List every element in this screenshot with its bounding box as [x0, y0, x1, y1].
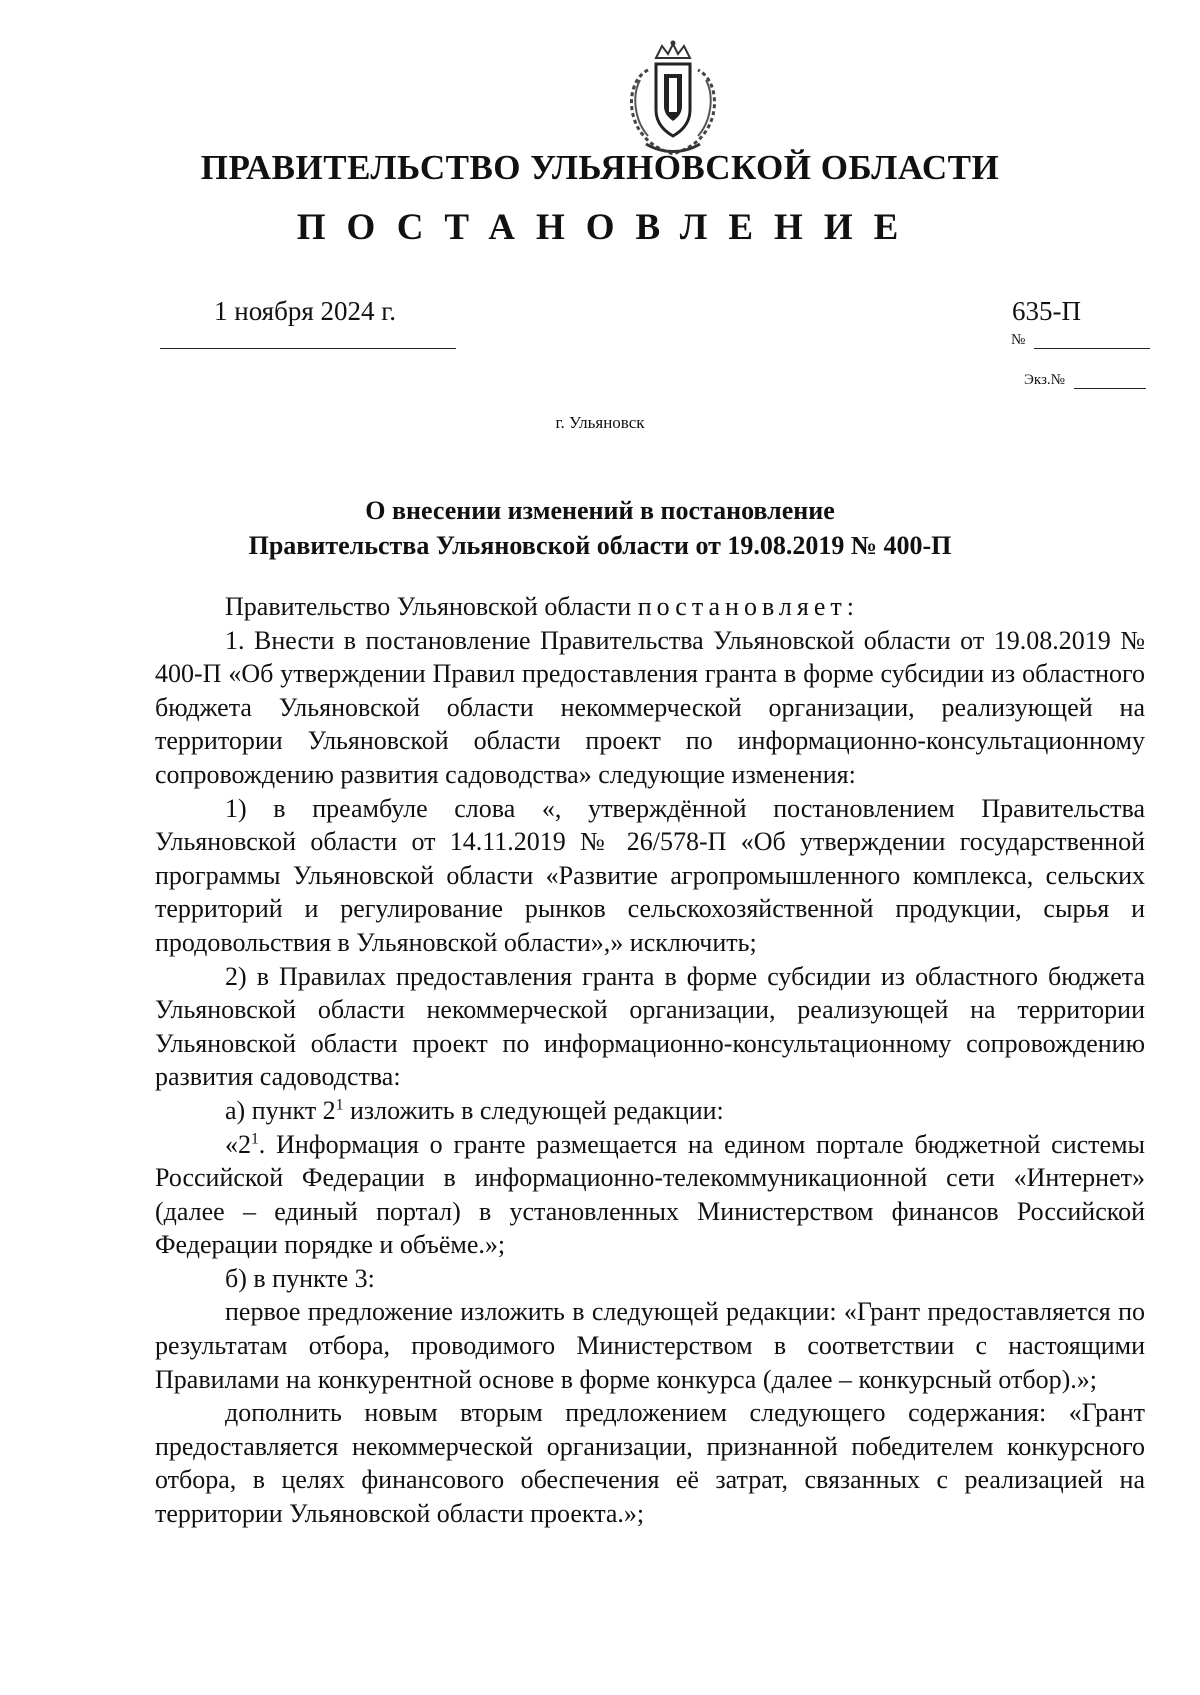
quote-after: . Информация о гранте размещается на едином портале бюджетной системы Российской Федерации в информационно-телекоммуникационной сети «Интернет» (далее – единый портал) в установленных Министерством финансов Российской Федерации порядке и объёме.»; — [155, 1129, 1145, 1260]
paragraph-1-2: 2) в Правилах предоставления гранта в форме субсидии из областного бюджета Ульяновской области некоммерческой организации, реализующей на территории Ульяновской области проект по информационно-консультационному сопровождению развития садоводства: — [155, 961, 1145, 1092]
coat-of-arms-emblem — [618, 40, 728, 160]
paragraph-a — [155, 1094, 1145, 1128]
quote-before: «2 — [225, 1129, 251, 1159]
paragraph-second-sentence: дополнить новым вторым предложением следующего содержания: «Грант предоставляется некоммерческой организации, признанной победителем конкурсного отбора, в целях финансового обеспечения её затрат, связанных с реализацией на территории Ульяновской области проекта.»; — [155, 1398, 1145, 1529]
paragraph-a-sup: 1 — [335, 1096, 344, 1114]
paragraph-a-after: изложить в следующей редакции: — [343, 1095, 724, 1125]
paragraph-1: 1. Внести в постановление Правительства Ульяновской области от 19.08.2019 № 400-П «Об утверждении Правил предоставления гранта в форме субсидии из областного бюджета Ульяновской области некоммерческой организации, реализующей на территории Ульяновской области проект по информационно-консультационному сопровождению развития садоводства» следующие изменения: — [155, 625, 1145, 789]
date-underline — [160, 348, 456, 349]
document-type: ПОСТАНОВЛЕНИЕ — [296, 207, 920, 248]
city-name: г. Ульяновск — [555, 413, 645, 432]
subject-line-1: О внесении изменений в постановление — [365, 496, 835, 525]
paragraph-a-before: а) пункт 2 — [225, 1095, 336, 1125]
paragraph-b: б) в пункте 3: — [225, 1263, 375, 1293]
intro-paragraph — [155, 590, 1145, 624]
copy-number-underline — [1074, 388, 1146, 389]
quote-sup: 1 — [251, 1129, 259, 1147]
paragraph-1-1: 1) в преамбуле слова «, утверждённой постановлением Правительства Ульяновской области от 14.11.2019 № 26/578-П «Об утверждении государственной программы Ульяновской области «Развитие агропромышленного комплекса, сельских территорий и регулирование рынков сельскохозяйственной продукции, сырья и продовольствия в Ульяновской области»,» исключить; — [155, 793, 1145, 957]
intro-verb: постановляет: — [637, 592, 859, 621]
copy-number-prefix: Экз.№ — [1024, 372, 1065, 388]
document-subject — [0, 493, 1200, 563]
paragraph-first-sentence: первое предложение изложить в следующей редакции: «Грант предоставляется по результатам отбора, проводимого Министерством в соответствии с настоящими Правилами на конкурентной основе в форме конкурса (далее – конкурсный отбор).»; — [155, 1297, 1145, 1394]
number-underline — [1034, 348, 1150, 349]
paragraph-quote-2-1 — [155, 1128, 1145, 1262]
number-prefix: № — [1011, 332, 1026, 348]
subject-line-2: Правительства Ульяновской области от 19.08.2019 № 400-П — [248, 531, 952, 560]
intro-lead: Правительство Ульяновской области — [225, 592, 638, 621]
document-date: 1 ноября 2024 г. — [214, 296, 397, 326]
document-number: 635-П — [1012, 296, 1081, 326]
government-title: ПРАВИТЕЛЬСТВО УЛЬЯНОВСКОЙ ОБЛАСТИ — [200, 148, 1000, 187]
document-body — [155, 590, 1145, 1531]
